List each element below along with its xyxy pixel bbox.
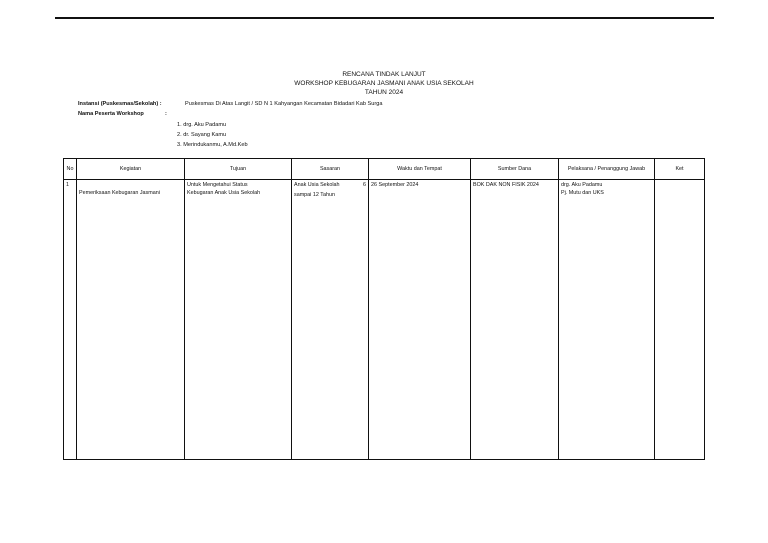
- header-pelaksana: [559, 159, 655, 180]
- cell-no: [64, 180, 77, 460]
- cell-kegiatan-text: Pemeriksaan Kebugaran Jasmani: [79, 190, 160, 196]
- cell-sasaran-line-1: Anak Usia Sekolah: [294, 182, 340, 188]
- instansi-label: Instansi (Puskesmas/Sekolah) :: [78, 101, 162, 107]
- header-sumber-dana: Sumber Dana: [471, 159, 559, 180]
- header-kegiatan: Kegiatan: [77, 159, 185, 180]
- header-no: No: [64, 159, 77, 180]
- header-tujuan: Tujuan: [185, 159, 292, 180]
- header-ket: Ket: [655, 159, 705, 180]
- cell-waktu-text: 26 September 2024: [371, 182, 419, 188]
- cell-kegiatan: [77, 180, 185, 460]
- header-pelaksana-line-1: Pelaksana /: [567, 165, 596, 172]
- header-waktu-tempat: Waktu dan Tempat: [369, 159, 471, 180]
- participant-item: 3. Merindukanmu, A.Md.Keb: [177, 142, 248, 148]
- cell-waktu-tempat: [369, 180, 471, 460]
- cell-sumber-text: BOK DAK NON FISIK 2024: [473, 182, 539, 188]
- title-line-3: TAHUN 2024: [364, 89, 404, 96]
- cell-sasaran-number: 6: [363, 182, 366, 188]
- participant-list: [177, 120, 248, 150]
- cell-tujuan: [185, 180, 292, 460]
- cell-sumber-dana: [471, 180, 559, 460]
- table-header-row: [64, 159, 705, 180]
- cell-tujuan-line-1: Untuk Mengetahui Status: [187, 182, 248, 188]
- cell-tujuan-line-2: Kebugaran Anak Usia Sekolah: [187, 190, 261, 196]
- cell-pelaksana-line-1: drg. Aku Padamu: [561, 182, 603, 188]
- cell-no-text: 1: [66, 182, 69, 188]
- cell-ket: [655, 180, 705, 460]
- cell-pelaksana-line-2: Pj. Mutu dan UKS: [561, 190, 604, 196]
- action-plan-table: [63, 158, 705, 460]
- participant-item: 2. dr. Sayang Kamu: [177, 132, 227, 138]
- cell-sasaran-line-2: sampai 12 Tahun: [294, 192, 335, 198]
- document-title: [0, 70, 768, 97]
- cell-pelaksana: [559, 180, 655, 460]
- title-line-1: RENCANA TINDAK LANJUT: [342, 71, 426, 78]
- header-sasaran: Sasaran: [292, 159, 369, 180]
- nama-peserta-label: Nama Peserta Workshop: [78, 111, 144, 117]
- header-pelaksana-line-2: Penanggung Jawab: [597, 165, 646, 172]
- title-line-2: WORKSHOP KEBUGARAN JASMANI ANAK USIA SEKOLAH: [294, 80, 474, 87]
- top-rule: [55, 17, 714, 19]
- cell-sasaran: [292, 180, 369, 460]
- participant-item: 1. drg. Aku Padamu: [177, 122, 227, 128]
- instansi-value: Puskesmas Di Atas Langit / SD N 1 Kahyangan Kecamatan Bidadari Kab Surga: [185, 101, 383, 107]
- nama-peserta-colon: :: [165, 111, 167, 117]
- table-row: [64, 180, 705, 460]
